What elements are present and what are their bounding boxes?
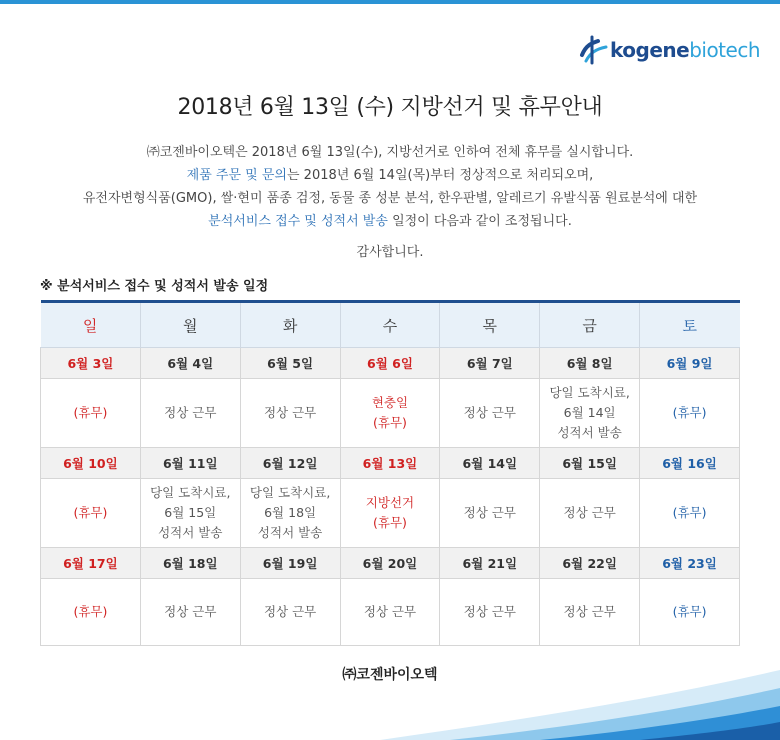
status-cell: [240, 479, 340, 548]
logo-mark-icon: [576, 33, 610, 67]
date-cell: 6월 4일: [140, 348, 240, 379]
status-line: 정상 근무: [463, 604, 516, 619]
status-line: 정상 근무: [563, 604, 616, 619]
date-cell: 6월 12일: [240, 448, 340, 479]
weekday-header-row: [41, 302, 740, 348]
status-line: 현충일: [371, 395, 409, 410]
date-cell: 6월 7일: [440, 348, 540, 379]
status-line: (휴무): [73, 505, 108, 520]
date-cell: 6월 20일: [340, 548, 440, 579]
status-line: 성적서 발송: [158, 525, 223, 540]
status-line: (휴무): [373, 515, 407, 530]
status-cell: [340, 579, 440, 646]
status-cell: [340, 379, 440, 448]
status-cell: [240, 379, 340, 448]
status-cell: [340, 479, 440, 548]
order-inquiry-highlight: 제품 주문 및 문의: [186, 168, 287, 183]
status-cell: [440, 479, 540, 548]
weekday-header-6: 토: [640, 302, 740, 348]
status-line: (휴무): [672, 505, 707, 520]
status-line: 정상 근무: [563, 505, 616, 520]
status-cell: [41, 479, 141, 548]
status-row: [41, 579, 740, 646]
date-cell: 6월 14일: [440, 448, 540, 479]
weekday-header-3: 수: [340, 302, 440, 348]
intro-line-1: ㈜코젠바이오텍은 2018년 6월 13일(수), 지방선거로 인하여 전체 휴무를 실시합니다.: [146, 145, 634, 160]
status-line: 성적서 발송: [257, 525, 323, 540]
top-accent-bar: [0, 0, 780, 4]
date-row: [41, 448, 740, 479]
status-line: 정상 근무: [164, 604, 217, 619]
thanks-text: 감사합니다.: [356, 245, 424, 260]
weekday-header-2: 화: [240, 302, 340, 348]
service-highlight: 분석서비스 접수 및 성적서 발송: [208, 214, 388, 229]
status-cell: [540, 479, 640, 548]
logo-wordmark: kogenebiotech: [610, 38, 760, 62]
date-cell: 6월 6일: [340, 348, 440, 379]
status-cell: [240, 579, 340, 646]
status-line: 6월 15일: [164, 505, 217, 520]
status-cell: [640, 579, 740, 646]
schedule-table: [40, 300, 740, 646]
date-cell: 6월 10일: [41, 448, 141, 479]
status-line: (휴무): [73, 604, 108, 619]
status-cell: [640, 479, 740, 548]
intro-line-4: 분석서비스 접수 및 성적서 발송 일정이 다음과 같이 조정됩니다.: [208, 214, 572, 229]
status-cell: [140, 579, 240, 646]
date-cell: 6월 8일: [540, 348, 640, 379]
date-cell: 6월 13일: [340, 448, 440, 479]
status-line: 6월 18일: [264, 505, 317, 520]
weekday-header-0: 일: [41, 302, 141, 348]
date-cell: 6월 15일: [540, 448, 640, 479]
status-cell: [41, 579, 141, 646]
date-cell: 6월 17일: [41, 548, 141, 579]
status-line: 당일 도착시료,: [549, 385, 630, 400]
page-title: 2018년 6월 13일 (수) 지방선거 및 휴무안내: [177, 95, 603, 120]
status-cell: [540, 379, 640, 448]
date-cell: 6월 3일: [41, 348, 141, 379]
date-cell: 6월 5일: [240, 348, 340, 379]
status-line: 정상 근무: [463, 505, 516, 520]
intro-text: [0, 141, 780, 264]
date-cell: 6월 9일: [640, 348, 740, 379]
weekday-header-1: 월: [140, 302, 240, 348]
intro-line-3: 유전자변형식품(GMO), 쌀·현미 품종 검정, 동물 종 성분 분석, 한우판별, 알레르기 유발식품 원료분석에 대한: [82, 191, 698, 206]
status-line: 정상 근무: [363, 604, 417, 619]
intro-line-2: 제품 주문 및 문의는 2018년 6월 14일(목)부터 정상적으로 처리되오며,: [186, 168, 594, 183]
status-line: (휴무): [672, 604, 707, 619]
date-cell: 6월 16일: [640, 448, 740, 479]
footer-company-name: ㈜코젠바이오텍: [342, 667, 438, 683]
weekday-header-4: 목: [440, 302, 540, 348]
status-line: 6월 14일: [563, 405, 616, 420]
status-row: [41, 379, 740, 448]
status-cell: [440, 379, 540, 448]
schedule-title: ※ 분석서비스 접수 및 성적서 발송 일정: [40, 279, 269, 294]
status-line: (휴무): [373, 415, 407, 430]
status-line: 정상 근무: [263, 604, 317, 619]
date-row: [41, 348, 740, 379]
status-line: 당일 도착시료,: [150, 485, 231, 500]
status-row: [41, 479, 740, 548]
status-line: (휴무): [672, 405, 707, 420]
status-cell: [140, 479, 240, 548]
date-cell: 6월 21일: [440, 548, 540, 579]
status-line: 정상 근무: [263, 405, 317, 420]
status-line: 당일 도착시료,: [249, 485, 331, 500]
date-row: [41, 548, 740, 579]
status-line: (휴무): [73, 405, 108, 420]
status-cell: [41, 379, 141, 448]
company-logo: [576, 30, 760, 70]
status-line: 지방선거: [365, 495, 415, 510]
date-cell: 6월 11일: [140, 448, 240, 479]
date-cell: 6월 19일: [240, 548, 340, 579]
date-cell: 6월 22일: [540, 548, 640, 579]
status-cell: [540, 579, 640, 646]
weekday-header-5: 금: [540, 302, 640, 348]
date-cell: 6월 18일: [140, 548, 240, 579]
status-cell: [440, 579, 540, 646]
status-line: 정상 근무: [164, 405, 217, 420]
status-line: 성적서 발송: [557, 425, 622, 440]
status-line: 정상 근무: [463, 405, 516, 420]
status-cell: [140, 379, 240, 448]
status-cell: [640, 379, 740, 448]
date-cell: 6월 23일: [640, 548, 740, 579]
